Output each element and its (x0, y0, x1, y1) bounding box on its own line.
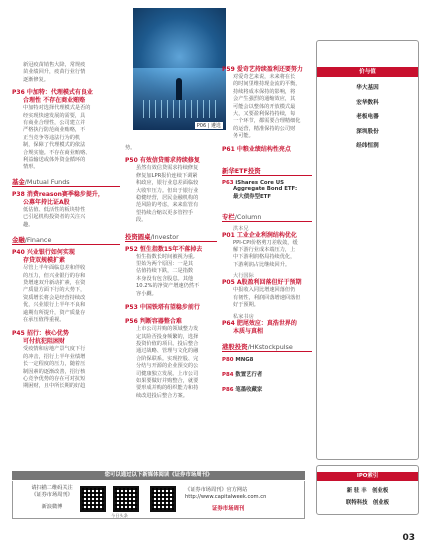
article-p05-body: 中报收入同比增速回落但仍 有韧性，利润回落增速回落但 好于预期。 (233, 287, 301, 309)
author-label: 私家书房 (233, 313, 254, 320)
photo-grid-pattern (143, 100, 216, 118)
article-p45-body: 受疫情和房地产景气度下行 的冲击，招行上半年业绩增 长一定程度的压力，随着压 制因素的逐渐改善，招行核 心竞争优势的存在可对抗短 期困财，且中所长期的好趋 (23, 346, 86, 390)
page-number: 03 (402, 533, 415, 543)
section-column: 专栏/Column (222, 212, 262, 221)
toutiao-label: 今日头条 (111, 513, 128, 518)
section-hk-stock: 港股投资/HKstockpulse (222, 342, 293, 351)
article-p50-body: 虽然有效信贷需求持续修复 修复加LPR报价连续下调紧 积政应，银行业息差面临较 大收窄压力。但出于银行业 稳健经营，居民金融机构的 范风险的考虑，来来监管有 望持续合缩以更多管控手 段。 (136, 165, 199, 224)
ipo-row[interactable]: 联特科技 创业板 (345, 500, 390, 506)
author-label: 洪本兄 (233, 225, 249, 232)
section-etf: 新华ETF投资 (222, 166, 261, 175)
article-p61-title[interactable]: P61 中粮业绩结构性亮点 (222, 145, 291, 153)
article-p84-title[interactable]: P84 数置艺行者 (222, 371, 263, 378)
article-p01-title[interactable]: P01 工业企业利润结构优化 (222, 231, 297, 239)
article-p50-title[interactable]: P50 有效信贷需求持续修复 (125, 157, 200, 165)
qr-code-toutiao[interactable] (113, 486, 139, 512)
article-p86-title[interactable]: P86 笔墨收藏家 (222, 386, 263, 393)
article-p36-body: 中加特对选择代理模式是否的 经实现快速发展的需要，具 有商业合理性，公司建立并 严格执行防范商业贿赂，不 正当竞争等违法行为的机 制，保障了代理模式的依法 合规实施。不存在商业贿赂、 利益输送或体外资金循环的 情形。 (23, 105, 91, 171)
article-p52-body: 恒生指数长时间被视为重, 里始为两个原因：一是其 估值持续下跌，二是指数 本身没有包含股息。其他 10.2%的净资产增速仍然不 容小觑。 (136, 253, 200, 297)
author-label: 大行国际 (233, 273, 254, 280)
ipo-row[interactable]: 新 驻 丰 创业板 (346, 488, 389, 494)
article-p63-title[interactable]: P63 iShares Core US Aggregate Bond ETF: 最大债券型ETF (222, 179, 298, 200)
footer-banner: 您可以通过以下新媒体阅读《证券市场周刊》 (12, 471, 305, 480)
article-p56-body: 上市公司并购的领域整力发 定其险否投身频繁的，选择 投资价值的项目。投后整合 通过战略、管理与文化的融 合阶保联系。实现控股、完 分结与开源的企业预交的公 司健康独立发展。上市公司 如果要做好并购整合，就要 要形成并购的组织能力和持 续改进投后整合方案。 (136, 326, 199, 399)
sidebar-item[interactable]: 老板电器 (356, 114, 379, 120)
article-p36-title[interactable]: P36 中加特：代理模式有良业 合理性 不存在商业贿赂 (12, 89, 93, 105)
sidebar-value-list (316, 40, 419, 460)
article-p38-title[interactable]: P38 消费reason赛季稳步提升， 公募年持比证A股 (12, 190, 104, 206)
photo-caption: P06 | 遴选 (196, 123, 221, 129)
column-3 (222, 66, 312, 393)
qr-code-website[interactable] (150, 486, 176, 512)
photo-silhouette (176, 78, 182, 100)
article-p38-body: 低估值、低活性的板块特性 已引起机构投资者的关注兴 趣。 (23, 206, 86, 228)
sidebar-item[interactable]: 深圳股份 (356, 128, 379, 135)
article-p40-body: 尽管上半年面临息差和伴收 的压力，但兴业银行的存和 贷增速双升新动扩素，在资 产质量方面下行的大势下， 资质增长将会是经营持续改 优，兴业银行上半年不良和 逾期有所提升，资产质量存 在承压值得重视。 (23, 265, 86, 323)
article-p01-body: PPI-CPI价格剪刀差收敛，缓 解下游行业成本端压力，上 中下游利润格局持续优化， 下游利润占比继续回升。 (233, 239, 298, 268)
column-2 (125, 145, 217, 400)
section-mutual-funds: 基金/Mutual Funds (12, 177, 70, 186)
article-p59-body: 对爱奇艺来说，未来将在长 的时间里维持现金流的平衡， 持续将成本保持的影响，将 会产生强烈的通缩效应，其 可能会以整体的开放模式最 大，又要盈利保持持续，每 一个环节，都需要合理精细化 的运营，精准保持的公司财 务可能。 (233, 74, 301, 140)
article-p59-title[interactable]: P59 爱奇艺持续盈利还要努力 (222, 66, 303, 73)
article-p40-title[interactable]: P40 兴业银行如何实现 存贷双规模扩素 (12, 249, 75, 265)
ipo-index-box (316, 465, 419, 515)
article-p45-title[interactable]: P45 招行：核心优势 可付抗犯阻困财 (12, 330, 69, 346)
article-p05-title[interactable]: P05 A股盈利回落但好于预期 (222, 279, 302, 287)
ipo-header: IPO索引 (317, 472, 418, 481)
article-p52-title[interactable]: P52 恒生指数15年不落掉去 (125, 245, 203, 253)
intro-text: 新冠疫苗销售大降，常规疫 苗业绩回升，疫苗行业行情 逐渐修复。 (23, 62, 86, 83)
footer-website-text: 《证券市场周刊》官方网站 http://www.capitalweek.com.cn (185, 487, 267, 501)
cover-photo (133, 8, 226, 130)
article-p53-title[interactable]: P53 中国铁塔有望稳步前行 (125, 304, 200, 312)
continued-text: 势。 (125, 145, 136, 151)
sidebar-item[interactable]: 经纬恒润 (356, 143, 379, 149)
sidebar-item[interactable]: 华大基因 (356, 85, 379, 91)
sidebar-item[interactable]: 宏华数科 (356, 99, 379, 106)
section-investor: 投资圆桌/Investor (125, 232, 179, 241)
column-1 (12, 62, 120, 391)
article-p64-title[interactable]: P64 肥尾效应：真浩世界的 本质与真相 (222, 319, 297, 335)
qr-code-weibo[interactable] (80, 486, 106, 512)
magazine-logo: 证券市场周刊 (212, 506, 245, 512)
section-finance: 金融/Finance (12, 236, 52, 245)
article-p80-title[interactable]: P80 MNG8 (222, 356, 254, 363)
footer-follow-text: 请扫描二维码关注 《证券市场周刊》 新浪微博 (31, 485, 73, 510)
sidebar-header: 价与值 (317, 67, 418, 77)
article-p56-title[interactable]: P56 判断容器整合难 (125, 318, 182, 326)
